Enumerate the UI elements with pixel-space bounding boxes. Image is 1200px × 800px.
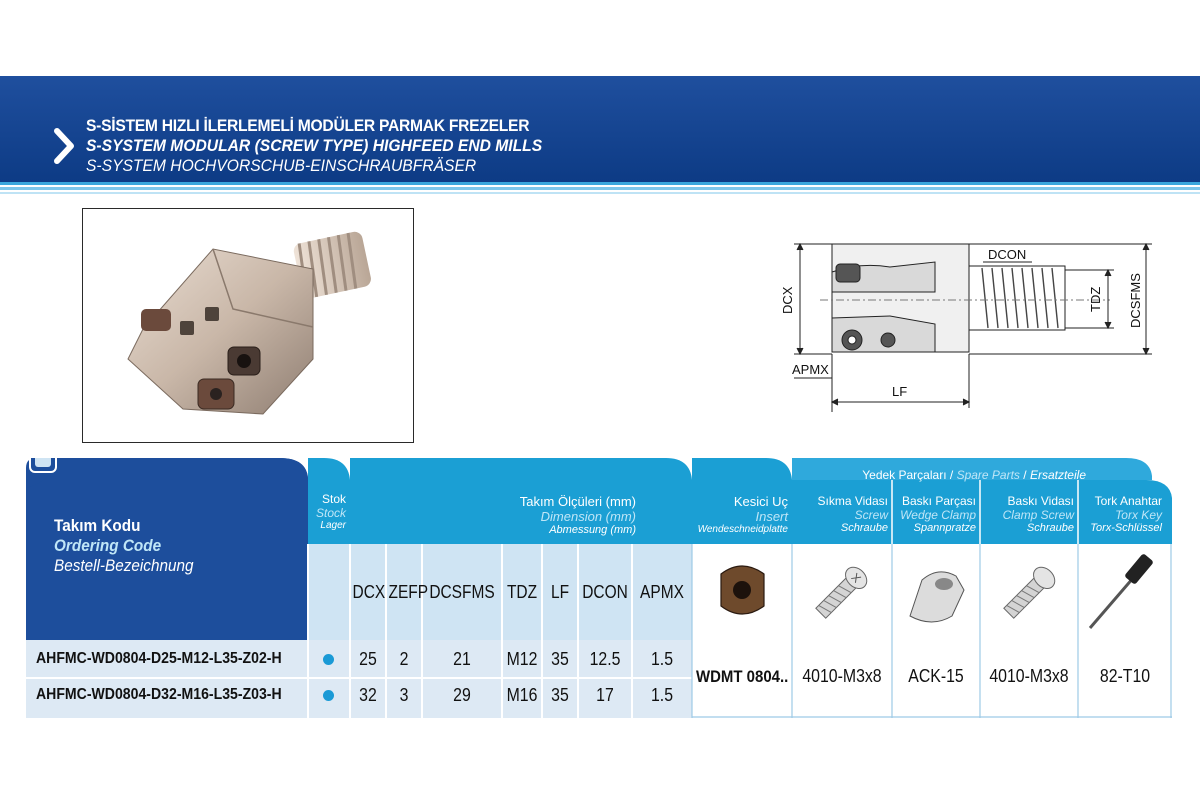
col-head-tdz: TDZ — [506, 582, 538, 602]
spare-parts-en: Spare Parts — [956, 468, 1020, 482]
cell-dcon-row-1: 12.5 — [589, 649, 621, 669]
spare-col-wedge-en: Wedge Clamp — [900, 508, 976, 522]
ordering-code-tr: Takım Kodu — [54, 516, 141, 535]
page-title-en: S-SYSTEM MODULAR (SCREW TYPE) HIGHFEED END MILLS — [86, 136, 543, 155]
insert-tr: Kesici Uç — [733, 494, 788, 509]
page-title-de: S-SYSTEM HOCHVORSCHUB-EINSCHRAUBFRÄSER — [86, 156, 477, 175]
cell-dcx-row-2: 32 — [359, 685, 377, 705]
col-head-dcon: DCON — [582, 582, 628, 602]
spare-col-wedge-de: Spannpratze — [913, 522, 976, 534]
spare-col-wedge-tr: Baskı Parçası — [901, 494, 976, 508]
spare-col-torx-de: Torx-Schlüssel — [1090, 522, 1162, 534]
header-stripes — [0, 182, 1200, 196]
cell-lf-row-1: 35 — [551, 649, 569, 669]
cell-tdz-row-1: M12 — [506, 649, 538, 669]
cell-tdz-row-2: M16 — [506, 685, 538, 705]
stock-de: Lager — [320, 520, 346, 531]
cell-dcsfms-row-2: 29 — [453, 685, 471, 705]
cell-lf-row-2: 35 — [551, 685, 569, 705]
dim-label-dcon: DCON — [988, 247, 1027, 262]
stock-en: Stock — [315, 506, 346, 520]
end-mill-image — [83, 209, 413, 441]
spare-col-wedge — [894, 494, 976, 534]
cell-dcon-row-2: 17 — [596, 685, 614, 705]
insert-value: WDMT 0804.. — [696, 667, 789, 686]
stock-indicator-row-1 — [323, 654, 334, 665]
product-photo — [82, 208, 414, 443]
dimension-header — [446, 494, 636, 536]
cell-apmx-row-1: 1.5 — [650, 649, 674, 669]
spare-parts-sep: / — [949, 468, 954, 482]
spare-col-clamp-screw-de: Schraube — [1026, 522, 1074, 534]
spare-col-screw — [794, 494, 888, 534]
ordering-code-en: Ordering Code — [54, 536, 162, 555]
spare-col-clamp-screw-tr: Baskı Vidası — [1007, 494, 1074, 508]
stock-header — [310, 492, 346, 531]
spare-parts-sep-2: / — [1023, 468, 1027, 482]
stock-tr: Stok — [321, 492, 346, 506]
dimension-tr: Takım Ölçüleri (mm) — [519, 494, 636, 509]
dimension-en: Dimension (mm) — [540, 509, 636, 524]
spare-col-torx-tr: Tork Anahtar — [1094, 494, 1162, 508]
col-head-lf: LF — [550, 582, 570, 602]
spare-col-clamp-screw — [982, 494, 1074, 534]
product-table — [26, 458, 1172, 720]
insert-header — [694, 494, 788, 535]
insert-icon — [721, 566, 764, 614]
dim-label-tdz: TDZ — [1088, 286, 1103, 312]
spare-value-torx: 82-T10 — [1099, 666, 1151, 686]
col-head-dcsfms: DCSFMS — [429, 582, 495, 602]
cell-zefp-row-2: 3 — [399, 685, 409, 705]
spare-parts-tr: Yedek Parçaları — [862, 468, 947, 482]
page-title-block — [86, 116, 582, 176]
dimension-de: Abmessung (mm) — [549, 524, 636, 536]
stock-indicator-row-2 — [323, 690, 334, 701]
cell-dcsfms-row-1: 21 — [453, 649, 471, 669]
ordering-code-header — [54, 516, 209, 576]
spare-col-screw-de: Schraube — [840, 522, 888, 534]
cell-apmx-row-2: 1.5 — [650, 685, 674, 705]
spare-col-torx-en: Torx Key — [1115, 508, 1162, 522]
spare-value-clamp-screw: 4010-M3x8 — [989, 666, 1069, 686]
col-head-dcx: DCX — [352, 582, 386, 602]
col-head-zefp: ZEFP — [388, 582, 429, 602]
spare-col-screw-tr: Sıkma Vidası — [817, 494, 888, 508]
spare-value-wedge: ACK-15 — [908, 666, 964, 686]
dim-label-lf: LF — [892, 384, 908, 399]
spare-col-torx — [1080, 494, 1162, 534]
chevron-right-icon — [54, 128, 76, 164]
dim-label-dcx: DCX — [780, 286, 795, 314]
dim-label-apmx: APMX — [792, 362, 829, 377]
spare-value-screw: 4010-M3x8 — [802, 666, 882, 686]
col-head-apmx: APMX — [640, 582, 684, 602]
cell-dcx-row-1: 25 — [359, 649, 377, 669]
technical-drawing — [770, 232, 1190, 412]
ordering-code-row-1: AHFMC-WD0804-D25-M12-L35-Z02-H — [36, 650, 282, 667]
spare-parts-de: Ersatzteile — [1029, 468, 1086, 482]
ordering-code-de: Bestell-Bezeichnung — [54, 556, 194, 575]
insert-de: Wendeschneidplatte — [697, 524, 788, 535]
ordering-code-row-2: AHFMC-WD0804-D32-M16-L35-Z03-H — [36, 686, 282, 703]
spare-parts-header — [856, 468, 1086, 482]
spare-col-screw-en: Screw — [854, 508, 888, 522]
spare-col-clamp-screw-en: Clamp Screw — [1002, 508, 1074, 522]
dim-label-dcsfms: DCSFMS — [1128, 273, 1143, 328]
cell-zefp-row-1: 2 — [399, 649, 409, 669]
page-title-tr: S-SİSTEM HIZLI İLERLEMELİ MODÜLER PARMAK FREZELER — [86, 116, 530, 135]
insert-en: Insert — [755, 509, 788, 524]
